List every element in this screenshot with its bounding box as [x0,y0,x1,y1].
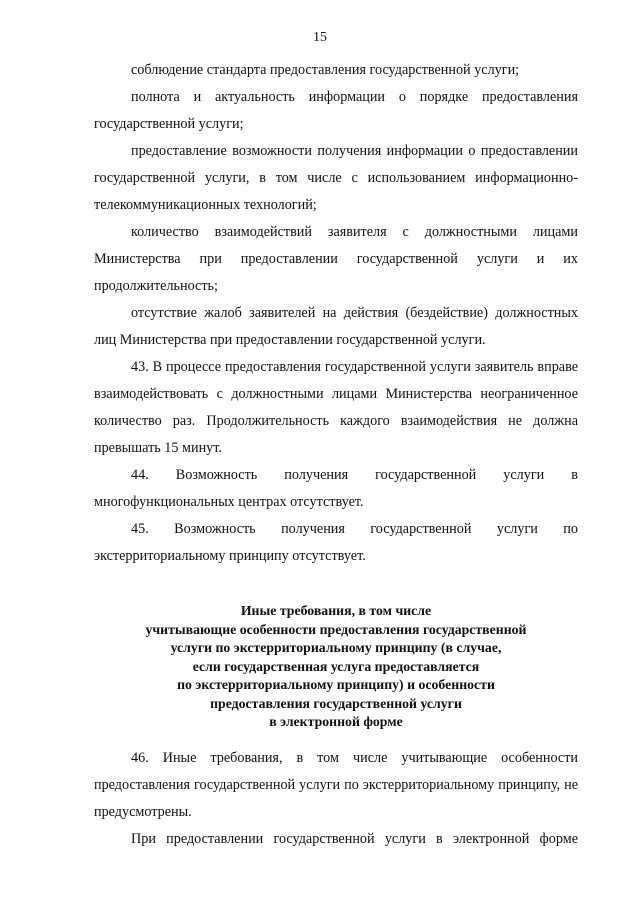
paragraph-standard-compliance: соблюдение стандарта предоставления государственной услуги; [131,62,520,78]
paragraph-45: 45. Возможность получения государственной услуги по экстерриториальному принципу отсутствует. [94,521,578,564]
paragraph-46: 46. Иные требования, в том числе учитывающие особенности предоставления государственной услуги по экстерриториальному принципу, не предусмотрены. [94,749,578,820]
heading-line: Иные требования, в том числе [240,603,432,618]
heading-line: учитывающие особенности предоставления государственной [145,621,527,637]
document-body [94,57,578,853]
paragraph-information-availability: предоставление возможности получения информации о предоставлении государственной услуги, в том числе с использованием информационно-телекоммуникационных технологий; [94,143,578,213]
paragraph-44: 44. Возможность получения государственной услуги в многофункциональных центрах отсутствует. [94,467,578,510]
paragraph-no-complaints: отсутствие жалоб заявителей на действия (бездействие) должностных лиц Министерства при предоставлении государственной услуги. [94,305,578,348]
paragraph-electronic-form: При предоставлении государственной услуги в электронной форме [131,830,578,847]
heading-line: по экстерриториальному принципу) и особенности [177,677,495,692]
page-number: 15 [313,30,327,45]
heading-line: если государственная услуга предоставляется [192,658,480,674]
heading-line: предоставления государственной услуги [210,695,462,711]
section-heading [94,602,578,732]
paragraph-information-completeness: полнота и актуальность информации о порядке предоставления государственной услуги; [94,89,578,132]
paragraph-interaction-count: количество взаимодействий заявителя с должностными лицами Министерства при предоставлении государственной услуги и их продолжительность; [94,224,578,294]
heading-line: в электронной форме [269,714,403,729]
paragraph-43: 43. В процессе предоставления государственной услуги заявитель вправе взаимодействовать с должностными лицами Министерства неограниченное количество раз. Продолжительность каждого взаимодействия не должна превышать 15 минут. [94,359,578,456]
heading-line: услуги по экстерриториальному принципу (в случае, [170,640,502,655]
